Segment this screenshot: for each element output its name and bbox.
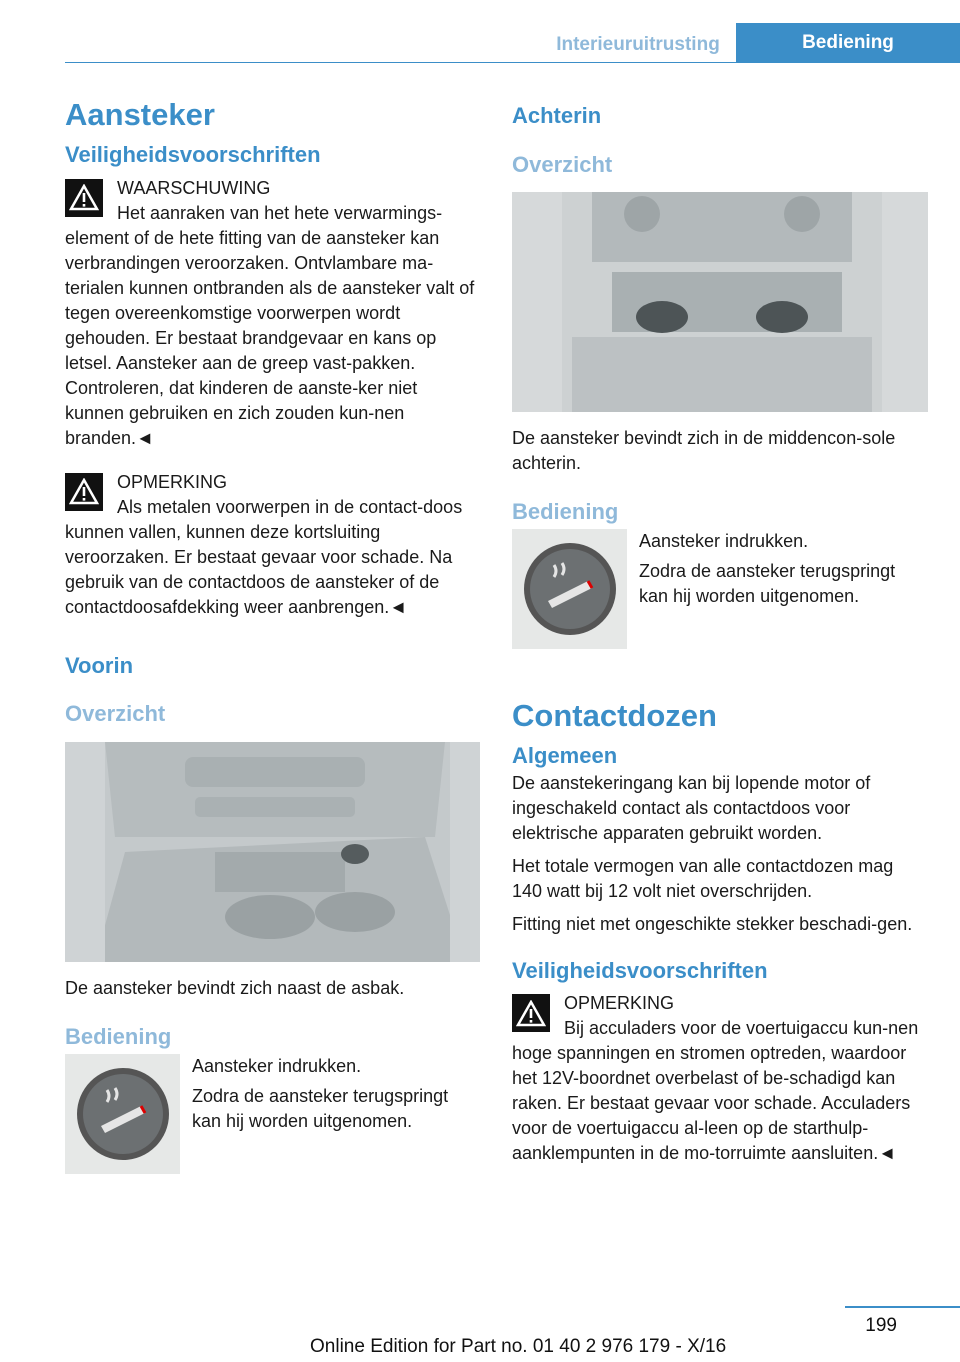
- warning-block: [65, 176, 480, 451]
- operation-step-1: Aansteker indrukken.: [192, 1055, 362, 1076]
- footer-rule: [845, 1306, 960, 1308]
- note-label: OPMERKING: [564, 993, 675, 1014]
- rear-photo-caption: De aansteker bevindt zich in de middencon-sole achterin.: [512, 428, 896, 474]
- operation-step-2: Zodra de aansteker terugspringt kan hij worden uitgenomen.: [192, 1085, 449, 1131]
- operation-step-2: Zodra de aansteker terugspringt kan hij worden uitgenomen.: [639, 560, 896, 606]
- operation-block: [65, 1054, 480, 1174]
- edition-footer: Online Edition for Part no. 01 40 2 976 179 - X/16: [310, 1336, 727, 1357]
- overview-heading: Overzicht: [512, 151, 613, 177]
- warning-icon: [65, 473, 103, 511]
- title-aansteker: Aansteker: [65, 97, 215, 132]
- front-console-photo: [65, 742, 480, 962]
- front-photo-caption: De aansteker bevindt zich naast de asbak.: [65, 977, 405, 998]
- header-section: Interieuruitrusting: [556, 34, 720, 55]
- left-column: [65, 96, 480, 1174]
- operation-step-1: Aansteker indrukken.: [639, 530, 809, 551]
- rear-heading: Achterin: [512, 103, 602, 128]
- note-text: Bij acculaders voor de voertuigaccu kun-nen hoge spanningen en stromen optreden, waardoor het 12V-boordnet overbelast of be-schadigd kan raken. Er bestaat gevaar voor schade. Acculaders voor de voertuigaccu al-leen op de starthulp-aanklempunten in de mo-torruimte aansluiten.◄: [512, 1018, 919, 1164]
- front-heading: Voorin: [65, 652, 134, 678]
- warning-icon: [512, 994, 550, 1032]
- general-text-3: Fitting niet met ongeschikte stekker beschadi-gen.: [512, 913, 913, 934]
- header-active-tab: Bediening: [736, 23, 960, 63]
- note-block: [512, 991, 928, 1166]
- general-text-2: Het totale vermogen van alle contactdozen mag 140 watt bij 12 volt niet overschrijden.: [512, 855, 894, 901]
- operation-text: [192, 1054, 480, 1174]
- operation-text: [639, 529, 928, 649]
- safety-heading: Veiligheidsvoorschriften: [65, 142, 321, 168]
- note-block: [65, 470, 480, 620]
- operation-heading: Bediening: [512, 499, 619, 525]
- general-heading: Algemeen: [512, 742, 618, 768]
- rear-console-photo: [512, 192, 928, 412]
- note-text: Als metalen voorwerpen in de contact-doos kunnen vallen, kunnen deze kortsluiting veroorzaken. Er bestaat gevaar voor schade. Na gebruik van de contactdoos de aansteker of de contactdoosafdekking weer aanbrengen.◄: [65, 496, 463, 617]
- general-text-1: De aanstekeringang kan bij lopende motor of ingeschakeld contact als contactdoos voor elektrische apparaten gebruikt worden.: [512, 772, 871, 843]
- safety-heading: Veiligheidsvoorschriften: [512, 957, 768, 983]
- right-column: [512, 96, 928, 1166]
- operation-heading: Bediening: [65, 1023, 172, 1049]
- warning-label: WAARSCHUWING: [117, 177, 271, 198]
- title-contactdozen: Contactdozen: [512, 697, 717, 733]
- warning-icon: [65, 179, 103, 217]
- lighter-button-photo: [65, 1054, 180, 1174]
- overview-heading: Overzicht: [65, 701, 166, 727]
- warning-text: Het aanraken van het hete verwarmings-element of de hete fitting van de aansteker kan verbrandingen veroorzaken. Ontvlambare ma-terialen kunnen ontbranden als de aansteker valt of tegen overeenkomstige voorwerpen wordt gehouden. Er bestaat brandgevaar en kans op letsel. Aansteker aan de greep vast-pakken. Controleren, dat kinderen de aanste-ker niet kunnen gebruiken en zich zouden kun-nen branden.◄: [65, 202, 475, 448]
- lighter-button-photo: [512, 529, 627, 649]
- note-label: OPMERKING: [117, 471, 228, 492]
- page-number: 199: [865, 1315, 897, 1336]
- operation-block: [512, 529, 928, 649]
